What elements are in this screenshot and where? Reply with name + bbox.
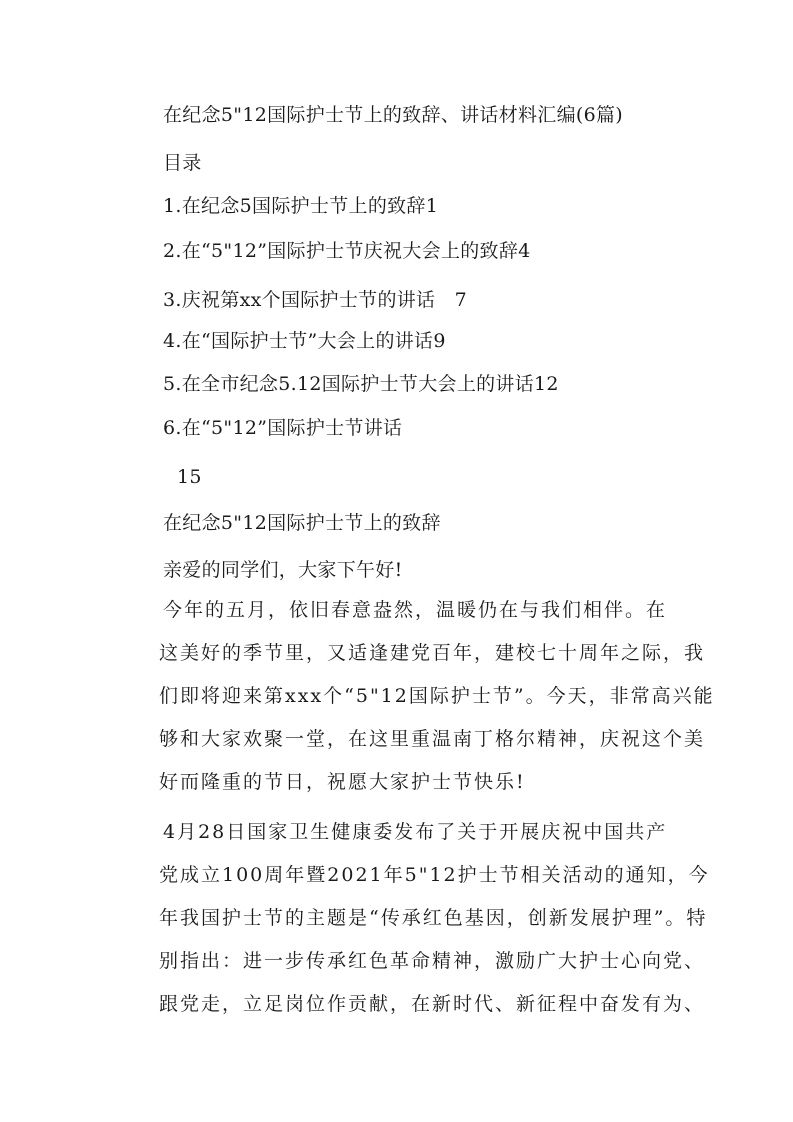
paragraph-line: 跟党走，立足岗位作贡献，在新时代、新征程中奋发有为、 (159, 993, 706, 1015)
paragraph-line: 年我国护士节的主题是“传承红色基因，创新发展护理”。特 (159, 907, 708, 929)
greeting: 亲爱的同学们，大家下午好! (163, 559, 403, 581)
paragraph-line: 党成立100周年暨2021年5"12护士节相关活动的通知，今 (159, 864, 710, 886)
paragraph-line: 够和大家欢聚一堂，在这里重温南丁格尔精神，庆祝这个美 (159, 728, 706, 750)
paragraph-line: 们即将迎来第xxx个“5"12国际护士节”。今天，非常高兴能 (159, 685, 715, 707)
paragraph-1 (159, 598, 715, 813)
paragraph-line: 别指出：进一步传承红色革命精神，激励广大护士心向党、 (159, 950, 706, 972)
toc-item: 5.在全市纪念5.12国际护士节大会上的讲话12 (163, 373, 559, 395)
toc-page-number: 15 (177, 466, 202, 488)
toc-item: 2.在“5"12”国际护士节庆祝大会上的致辞4 (163, 240, 531, 262)
paragraph-line: 今年的五月，依旧春意盎然，温暖仍在与我们相伴。在 (163, 599, 668, 621)
paragraph-line: 好而隆重的节日，祝愿大家护士节快乐! (159, 771, 526, 793)
paragraph-line: 4月28日国家卫生健康委发布了关于开展庆祝中国共产 (163, 821, 668, 843)
toc-item: 4.在“国际护士节”大会上的讲话9 (163, 330, 446, 352)
toc-heading: 目录 (163, 152, 202, 174)
document-title: 在纪念5"12国际护士节上的致辞、讲话材料汇编(6篇) (163, 104, 624, 126)
toc-item: 6.在“5"12”国际护士节讲话 (163, 417, 403, 439)
toc-item: 1.在纪念5国际护士节上的致辞1 (163, 195, 439, 217)
toc-item: 3.庆祝第xx个国际护士节的讲话 7 (163, 289, 468, 311)
section-heading: 在纪念5"12国际护士节上的致辞 (163, 512, 441, 534)
paragraph-line: 这美好的季节里，又适逢建党百年，建校七十周年之际，我 (159, 642, 706, 664)
paragraph-2 (159, 820, 710, 1035)
